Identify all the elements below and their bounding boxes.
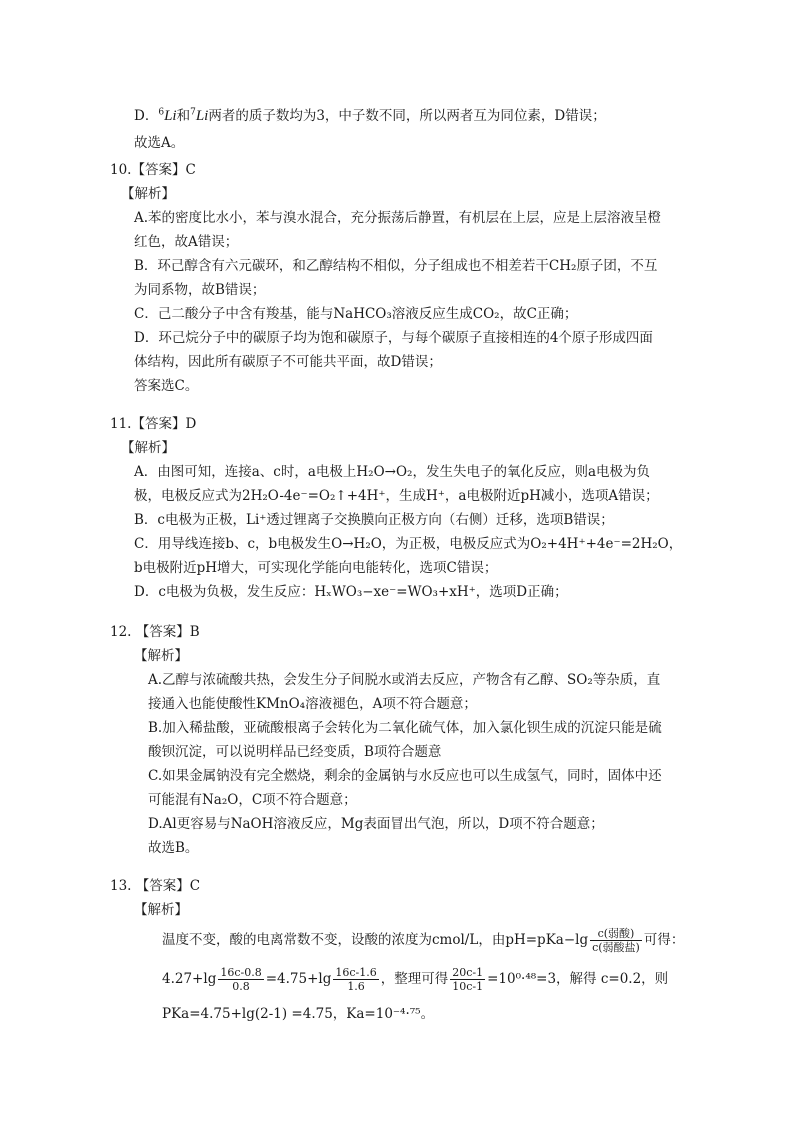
q10-line: 为同系物，故B错误； bbox=[134, 282, 266, 298]
fraction bbox=[218, 966, 263, 993]
q10-line: D．环己烷分子中的碳原子均为饱和碳原子，与每个碳原子直接相连的4个原子形成四面 bbox=[134, 330, 653, 346]
q10-line: B．环己醇含有六元碳环，和乙醇结构不相似，分子组成也不相差若干CH₂原子团，不互 bbox=[134, 258, 658, 274]
element-symbol: Li bbox=[195, 108, 209, 124]
formula-text: 可得： bbox=[643, 932, 685, 948]
q13-formula-line-2 bbox=[162, 964, 668, 994]
q12-line: B.加入稀盐酸，亚硫酸根离子会转化为二氧化硫气体，加入氯化钡生成的沉淀只能是硫 bbox=[148, 720, 662, 736]
fraction-numerator: c(弱酸) bbox=[590, 927, 642, 941]
fraction-denominator: 0.8 bbox=[232, 980, 250, 993]
q12-line: D.Al更容易与NaOH溶液反应，Mg表面冒出气泡，所以，D项不符合题意； bbox=[148, 816, 604, 832]
q12-answer-header: 12. 【答案】B bbox=[110, 624, 200, 640]
option-prefix: D． bbox=[134, 108, 159, 124]
formula-text: 4.27+lg bbox=[162, 971, 217, 987]
q12-line: 酸钡沉淀，可以说明样品已经变质，B项符合题意 bbox=[148, 744, 442, 760]
fraction-numerator: 20c-1 bbox=[452, 966, 484, 979]
fraction-denominator: 10c-1 bbox=[452, 980, 484, 993]
option-text: 两者的质子数均为3，中子数不同，所以两者互为同位素，D错误； bbox=[208, 108, 606, 124]
q11-analysis-label: 【解析】 bbox=[121, 440, 175, 456]
q10-analysis-label: 【解析】 bbox=[121, 186, 175, 202]
q12-line: 接通入也能使酸性KMnO₄溶液褪色，A项不符合题意； bbox=[148, 696, 477, 712]
q12-line: C.如果金属钠没有完全燃烧，剩余的金属钠与水反应也可以生成氢气，同时，固体中还 bbox=[148, 768, 662, 784]
q10-line: C．己二酸分子中含有羧基，能与NaHCO₃溶液反应生成CO₂，故C正确； bbox=[134, 306, 578, 322]
conjunction: 和 bbox=[176, 108, 191, 124]
q10-answer-header: 10.【答案】C bbox=[110, 162, 196, 178]
q13-formula-line-3: PKa=4.75+lg(2-1) =4.75，Ka=10⁻⁴·⁷⁵。 bbox=[162, 1006, 435, 1022]
fraction-numerator: 16c-0.8 bbox=[220, 966, 262, 979]
q10-line: A.苯的密度比水小，苯与溴水混合，充分振荡后静置，有机层在上层，应是上层溶液呈橙 bbox=[134, 210, 662, 226]
q9-conclusion: 故选A。 bbox=[134, 135, 185, 151]
q12-line: A.乙醇与浓硫酸共热，会发生分子间脱水或消去反应，产物含有乙醇、SO₂等杂质，直 bbox=[148, 672, 661, 688]
q9-option-d bbox=[134, 106, 606, 126]
fraction-denominator: c(弱酸盐) bbox=[592, 941, 640, 954]
fraction-numerator: 16c-1.6 bbox=[335, 966, 377, 979]
q11-line: A．由图可知，连接a、c时，a电极上H₂O→O₂，发生失电子的氧化反应，则a电极为负 bbox=[134, 464, 650, 480]
q12-analysis-label: 【解析】 bbox=[134, 648, 188, 664]
q13-answer-header: 13. 【答案】C bbox=[110, 878, 201, 894]
mass-number: 6 bbox=[158, 107, 165, 118]
formula-text: =4.75+lg bbox=[265, 971, 332, 987]
q11-line: B．c电极为正极，Li⁺透过锂离子交换膜向正极方向（右侧）迁移，选项B错误； bbox=[134, 512, 614, 528]
formula-text: ，整理可得 bbox=[380, 971, 449, 987]
q11-line: 极，电极反应式为2H₂O-4e⁻=O₂↑+4H⁺，生成H⁺，a电极附近pH减小，选项A错误； bbox=[134, 488, 659, 504]
fraction bbox=[333, 966, 378, 993]
q10-line: 红色，故A错误； bbox=[134, 234, 239, 250]
q10-line: 答案选C。 bbox=[134, 378, 199, 394]
element-symbol: Li bbox=[164, 108, 177, 124]
fraction bbox=[450, 966, 485, 993]
q11-line: D．c电极为负极，发生反应：HₓWO₃−xe⁻=WO₃+xH⁺，选项D正确； bbox=[134, 584, 568, 600]
q13-analysis-label: 【解析】 bbox=[134, 902, 188, 918]
mass-number: 7 bbox=[190, 107, 196, 118]
q10-line: 体结构，因此所有碳原子不可能共平面，故D错误； bbox=[134, 354, 442, 370]
q12-line: 故选B。 bbox=[148, 840, 199, 856]
q11-line: C．用导线连接b、c，b电极发生O→H₂O，为正极，电极反应式为O₂+4H⁺+4e⁻=2H₂O， bbox=[134, 536, 683, 552]
q11-line: b电极附近pH增大，可实现化学能向电能转化，选项C错误； bbox=[134, 560, 498, 576]
formula-text: =10⁰·⁴⁸=3，解得 c=0.2，则 bbox=[487, 971, 669, 987]
fraction bbox=[590, 927, 642, 954]
q13-formula-line-1 bbox=[162, 926, 684, 954]
q11-answer-header: 11.【答案】D bbox=[110, 416, 197, 432]
fraction-denominator: 1.6 bbox=[347, 980, 365, 993]
q12-line: 可能混有Na₂O，C项不符合题意； bbox=[148, 792, 357, 808]
formula-text: 温度不变，酸的电离常数不变，设酸的浓度为cmol/L，由pH=pKa−lg bbox=[162, 932, 589, 948]
